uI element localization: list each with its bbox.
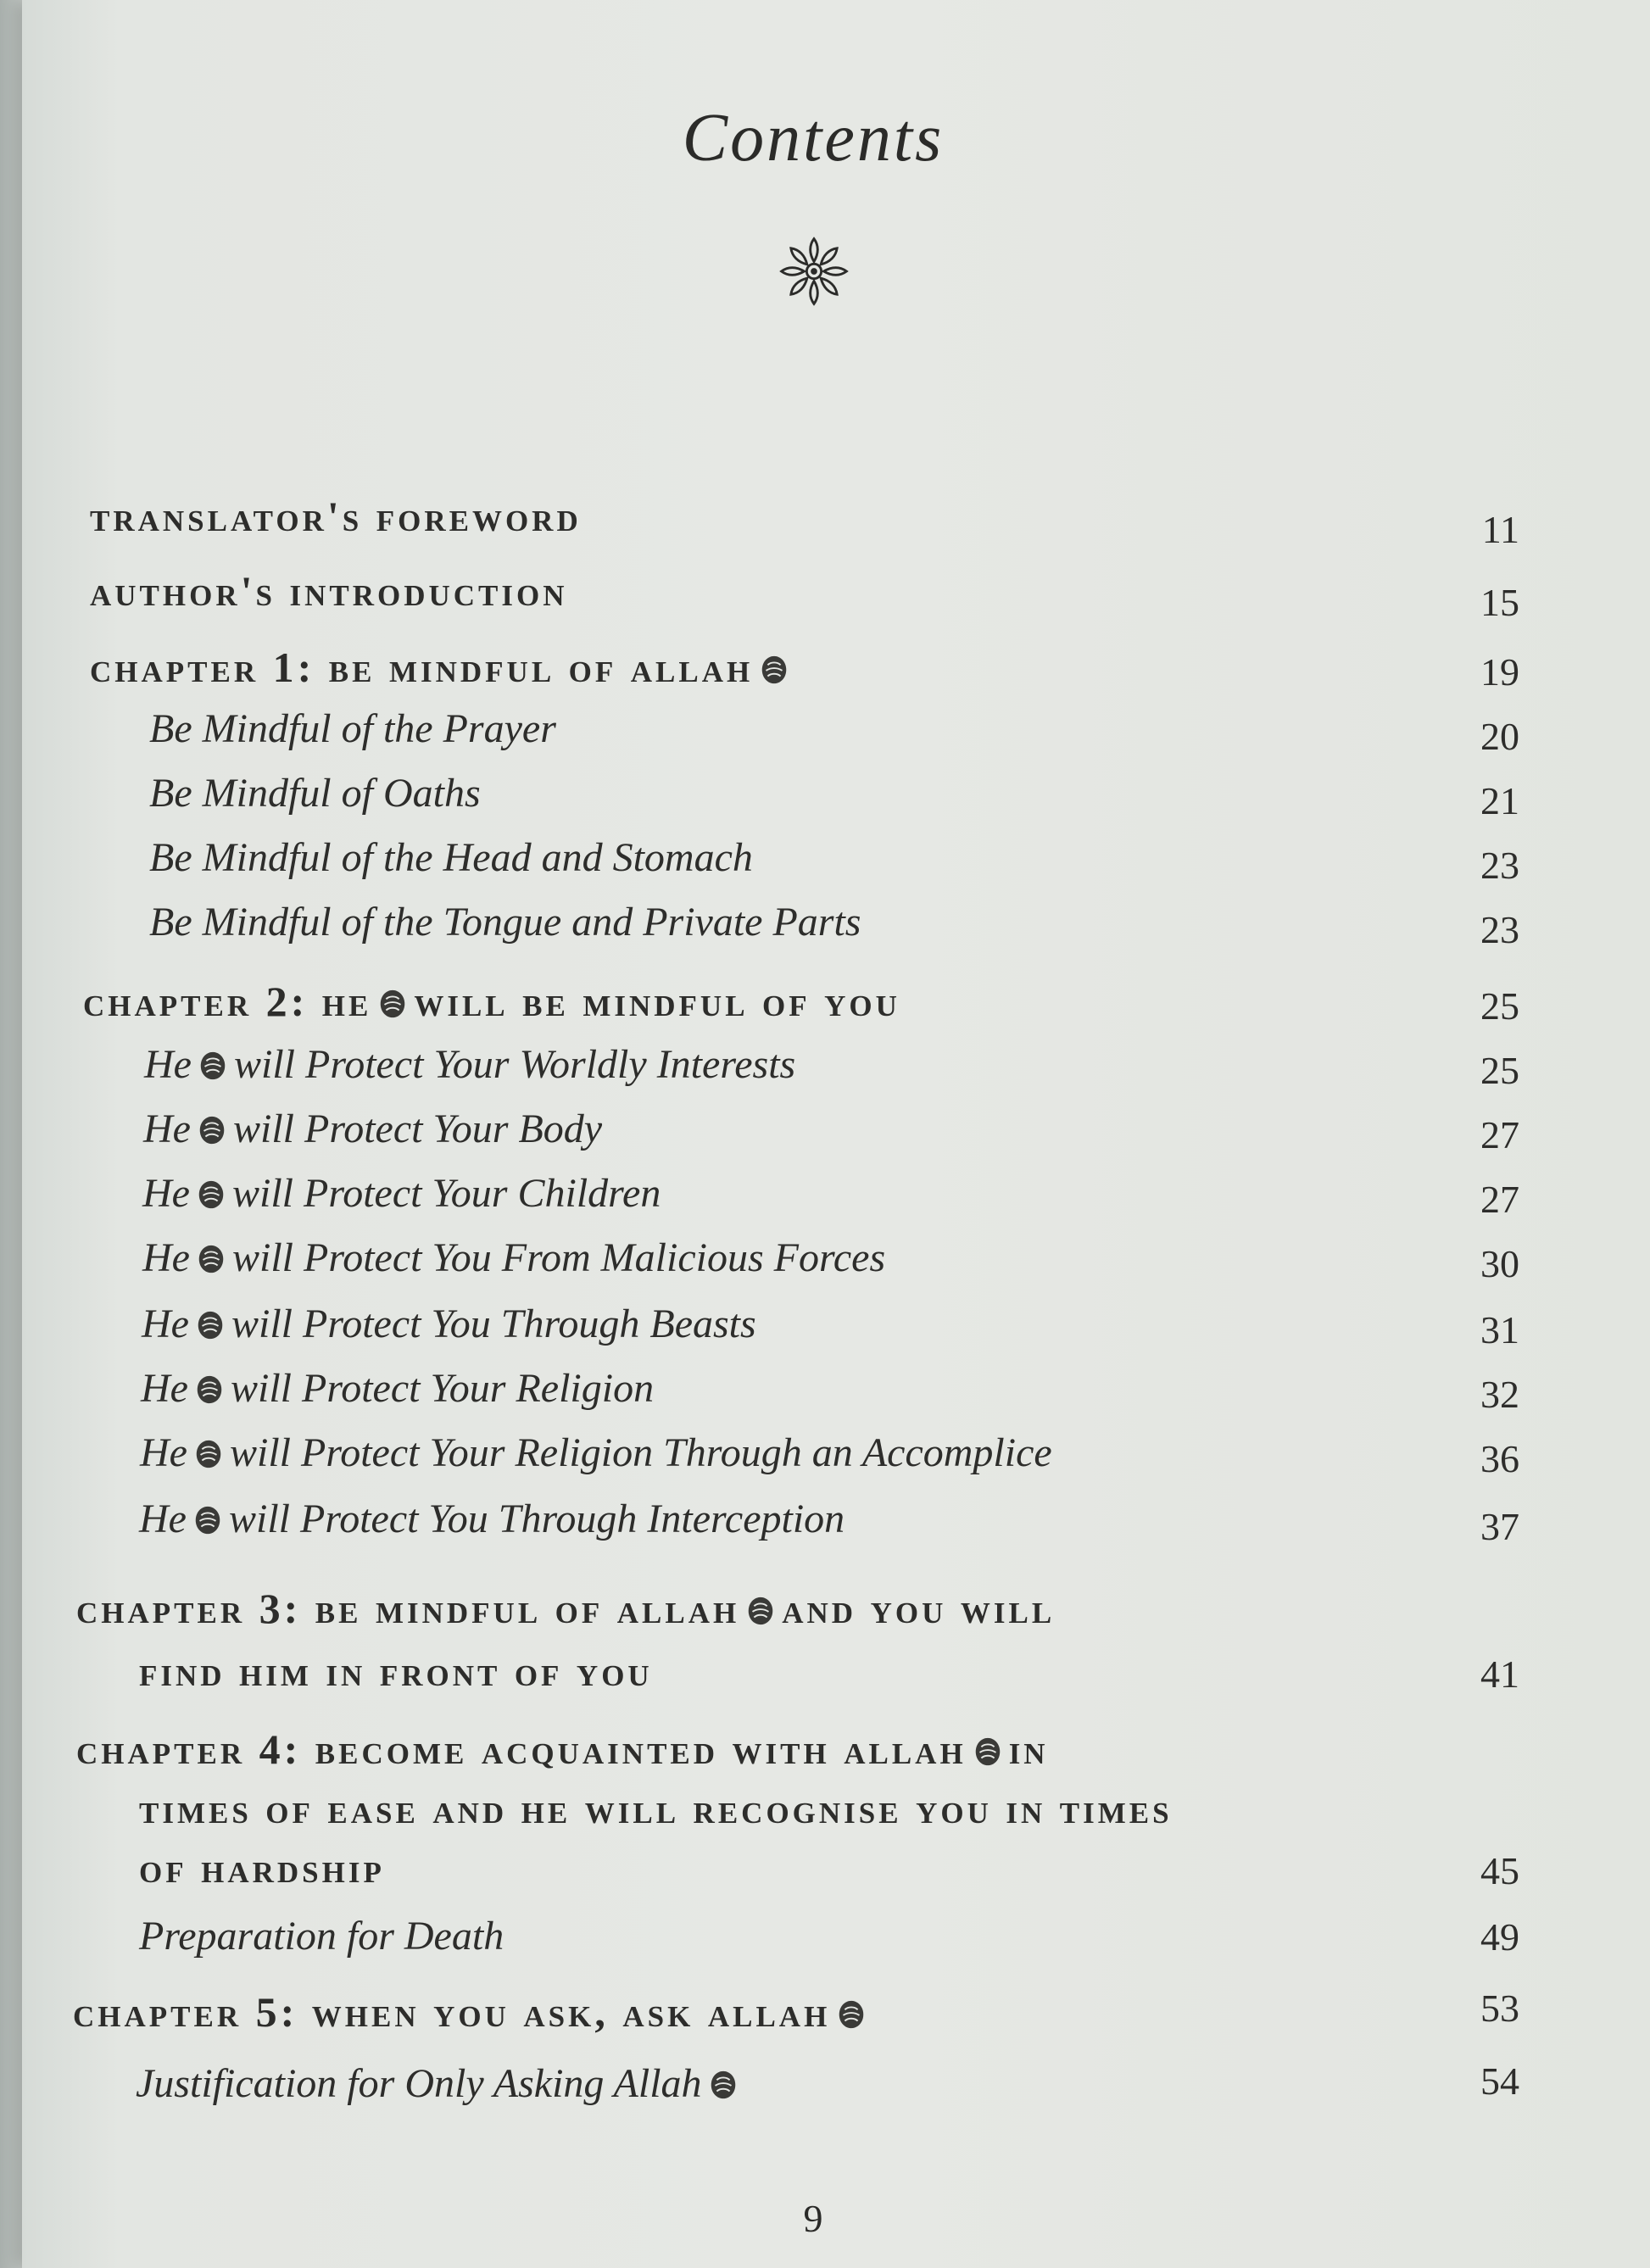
- section-label: He will Protect You Through Beasts: [142, 1301, 756, 1346]
- page-number: 21: [1480, 779, 1519, 822]
- page-number: 11: [1481, 508, 1519, 551]
- chapter-3-line-1: chapter 3: be mindful of allah and you will: [76, 1585, 1056, 1632]
- honorific-icon: [707, 2068, 739, 2102]
- page-number: 37: [1480, 1505, 1519, 1548]
- honorific-icon: [192, 1503, 224, 1537]
- page-number: 25: [1480, 984, 1519, 1028]
- chapter-4-line-2: times of ease and he will recognise you in times: [139, 1785, 1173, 1832]
- chapter-label: author's introduction: [90, 567, 568, 615]
- page-number: 32: [1480, 1373, 1519, 1416]
- page-title: Contents: [682, 101, 945, 176]
- chapter-4-line-1: chapter 4: become acquainted with allah in: [76, 1725, 1049, 1773]
- section-label: Be Mindful of the Tongue and Private Parts: [149, 900, 861, 945]
- chapter-label: chapter 1: be mindful of allah: [90, 643, 795, 692]
- page-number: 27: [1480, 1178, 1519, 1221]
- page-number: 53: [1480, 1987, 1519, 2030]
- page-number: 31: [1480, 1308, 1519, 1351]
- section-label: He will Protect Your Children: [142, 1171, 661, 1216]
- honorific-icon: [972, 1735, 1004, 1769]
- chapter-4-line-3: of hardship: [139, 1844, 385, 1892]
- page-number: 23: [1480, 844, 1519, 887]
- page-number: 36: [1480, 1437, 1519, 1480]
- page-number: 27: [1480, 1113, 1519, 1156]
- section-label: He will Protect You From Malicious Forces: [142, 1235, 886, 1280]
- section-label: He will Protect Your Religion: [141, 1366, 655, 1411]
- chapter-label: chapter 2: he will be mindful of you: [83, 978, 900, 1025]
- page-number: 19: [1480, 650, 1519, 694]
- section-label: He will Protect Your Worldly Interests: [144, 1042, 796, 1087]
- page-number: 54: [1480, 2059, 1519, 2103]
- honorific-icon: [195, 1242, 227, 1276]
- section-label: He will Protect Your Religion Through an Accomplice: [140, 1430, 1052, 1475]
- page-gutter: [0, 0, 22, 2268]
- section-label: Preparation for Death: [139, 1914, 504, 1959]
- book-page: [22, 0, 1650, 2268]
- chapter-label: translator's foreword: [90, 493, 582, 540]
- page-number: 20: [1480, 715, 1519, 758]
- honorific-icon: [192, 1437, 225, 1471]
- section-label: Justification for Only Asking Allah: [136, 2060, 744, 2107]
- floral-ornament-icon: [773, 231, 855, 312]
- honorific-icon: [835, 1998, 867, 2031]
- honorific-icon: [744, 1594, 777, 1628]
- page-folio: 9: [803, 2197, 823, 2240]
- page-number: 41: [1480, 1652, 1519, 1696]
- chapter-5-label: chapter 5: when you ask, ask allah: [73, 1987, 872, 2037]
- page-number: 23: [1480, 908, 1519, 951]
- section-label: Be Mindful of the Prayer: [149, 706, 556, 751]
- honorific-icon: [195, 1178, 227, 1212]
- honorific-icon: [376, 987, 409, 1021]
- section-label: He will Protect You Through Interception: [139, 1496, 845, 1541]
- page-number: 49: [1480, 1915, 1519, 1959]
- page-number: 45: [1480, 1849, 1519, 1892]
- section-label: Be Mindful of Oaths: [149, 771, 481, 816]
- page-number: 25: [1480, 1049, 1519, 1092]
- page-number: 30: [1480, 1242, 1519, 1285]
- honorific-icon: [193, 1373, 226, 1407]
- section-label: He will Protect Your Body: [143, 1106, 603, 1151]
- section-label: Be Mindful of the Head and Stomach: [149, 835, 753, 880]
- honorific-icon: [758, 653, 790, 687]
- page-number: 15: [1480, 581, 1519, 624]
- honorific-icon: [194, 1308, 226, 1342]
- honorific-icon: [196, 1113, 228, 1147]
- chapter-3-line-2: find him in front of you: [139, 1647, 653, 1695]
- honorific-icon: [197, 1049, 229, 1083]
